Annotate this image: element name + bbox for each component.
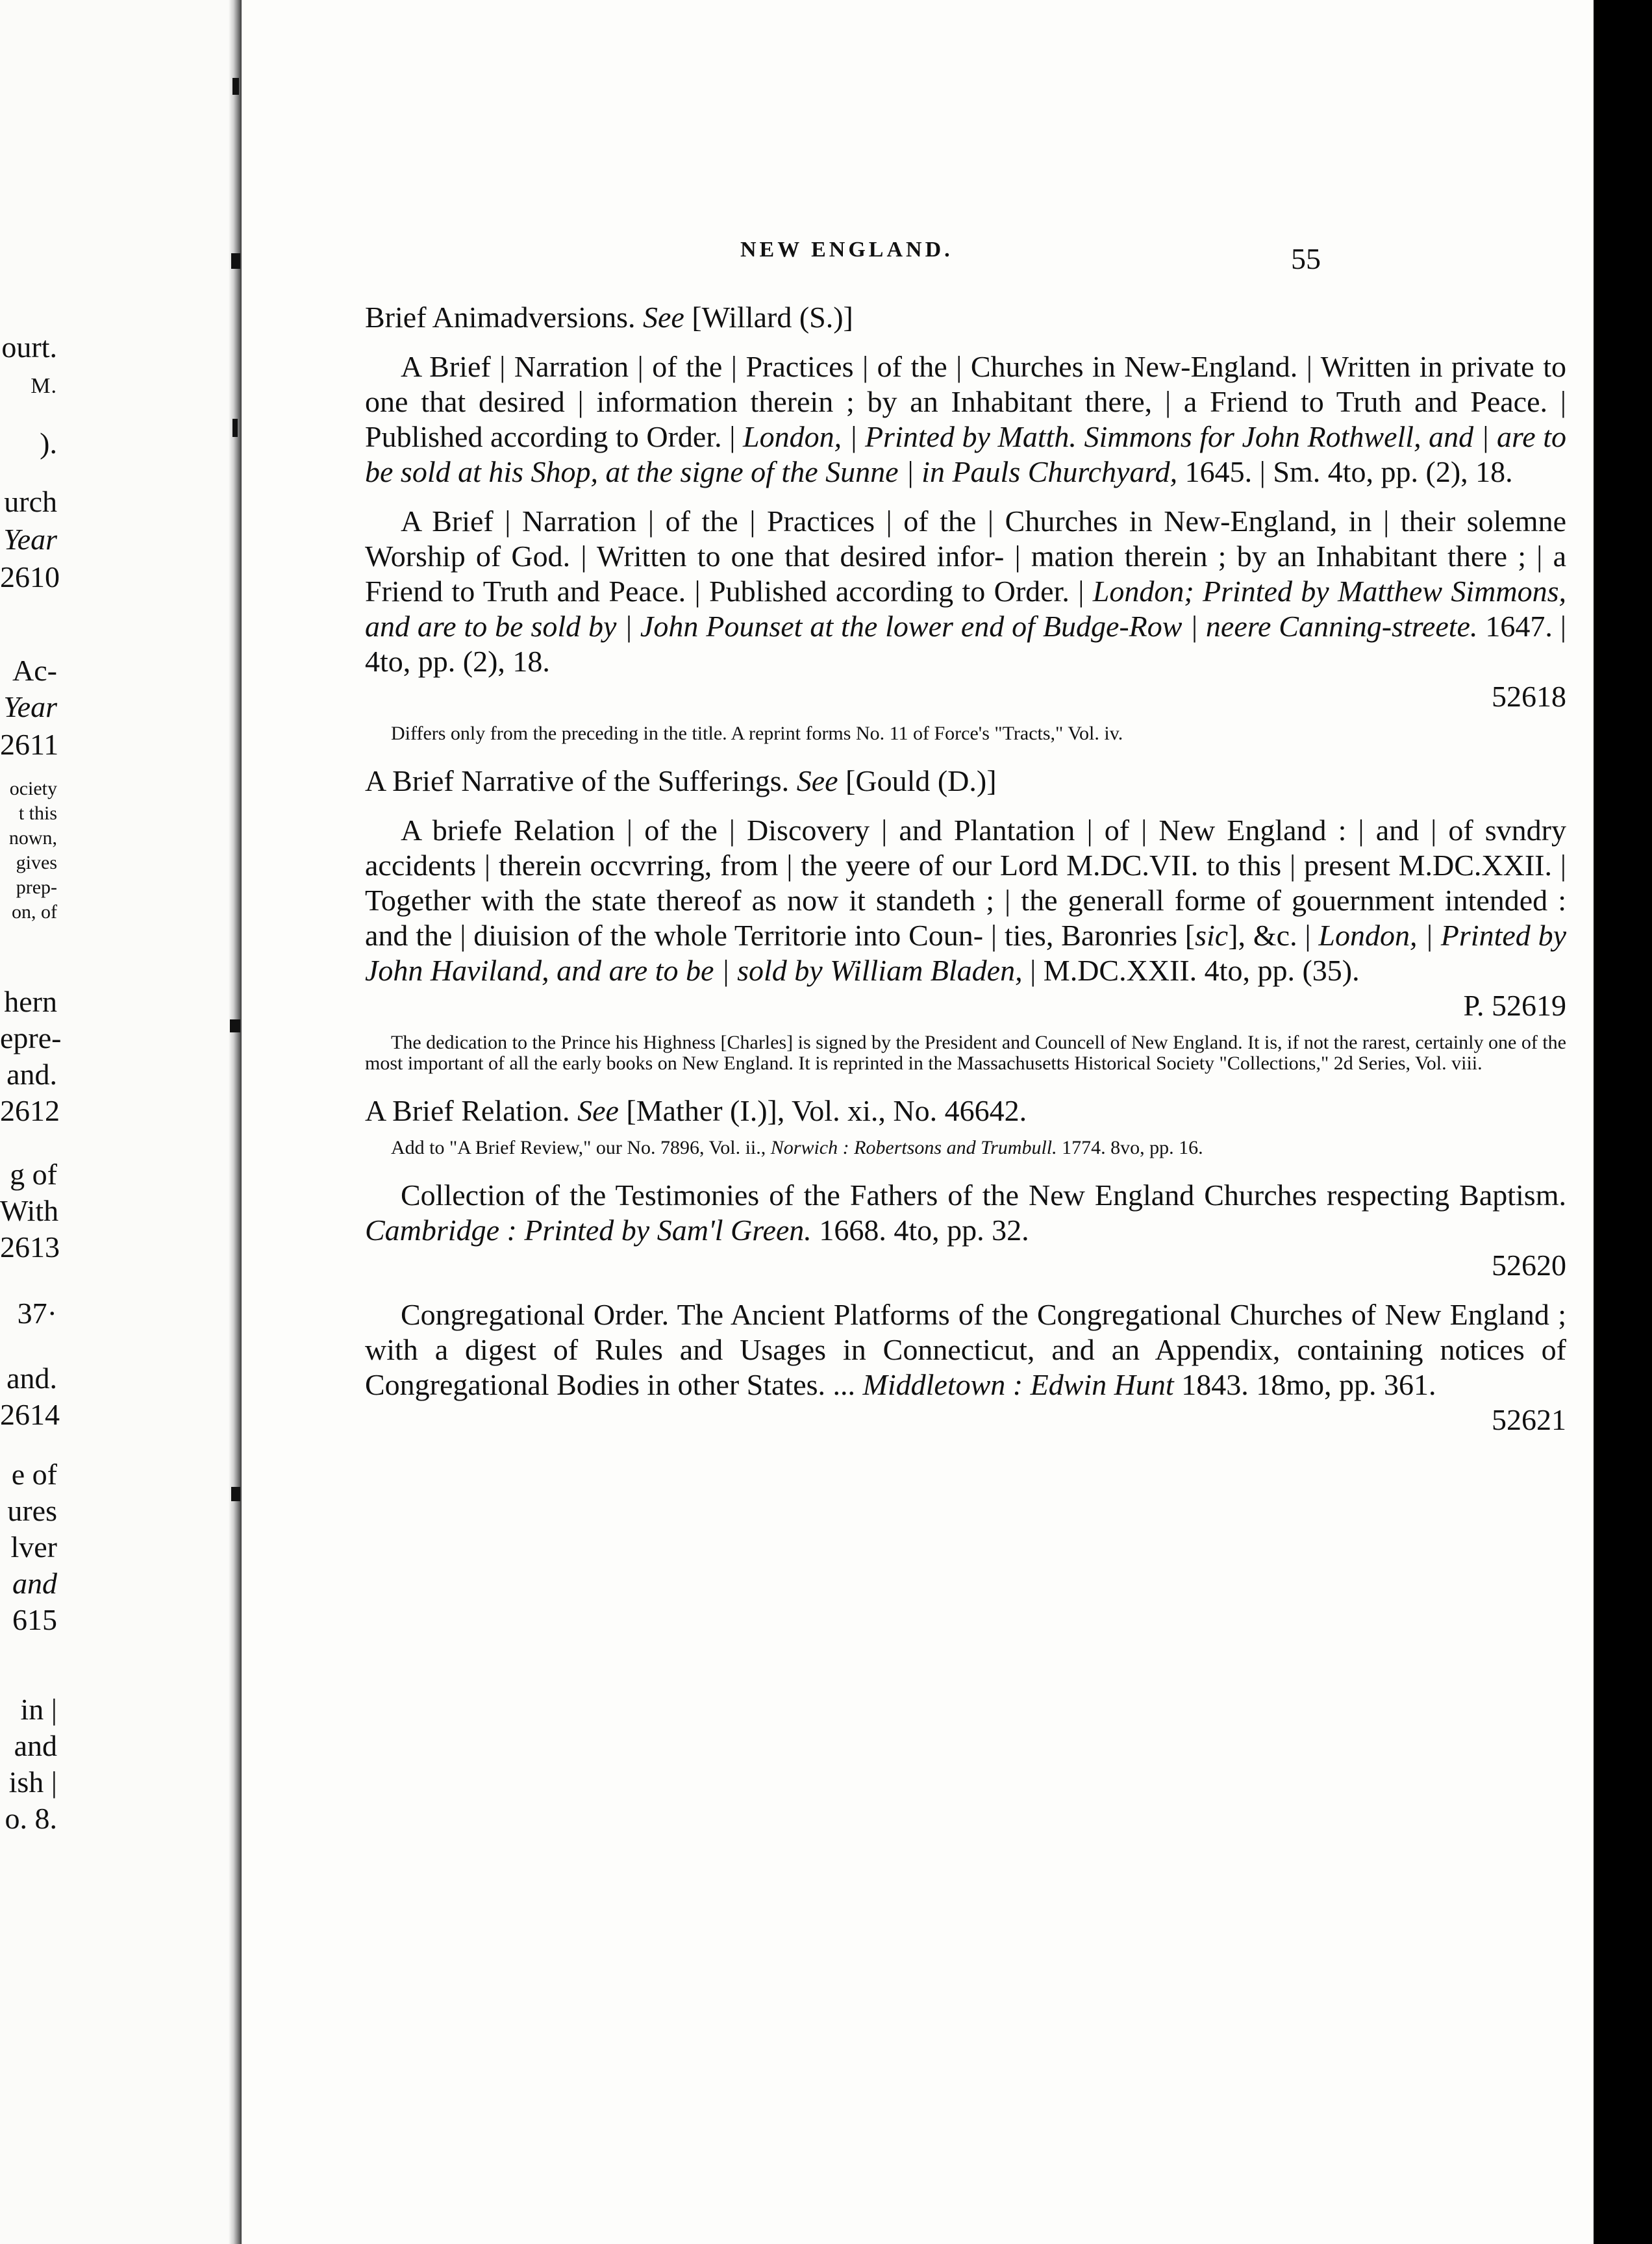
margin-fragment: urch xyxy=(4,485,57,518)
main-page xyxy=(242,0,1594,2244)
entry-congregational-order: Congregational Order. The Ancient Platforms of the Congregational Churches of New England ; with a digest of Rules and Usages in Connecticut, and an Appendix, containing notices of Congregational Bodies in other States. ... Middletown : Edwin Hunt 1843. 18mo, pp. 361. 52621 xyxy=(365,1298,1566,1436)
margin-fragment: and xyxy=(12,1567,57,1600)
entry-brief-animadversions: Brief Animadversions. See [Willard (S.)] xyxy=(365,301,853,334)
entry-collection-testimonies: Collection of the Testimonies of the Fathers of the New England Churches respecting Baptism. Cambridge : Printed by Sam'l Green. 1668. 4to, pp. 32. 52620 xyxy=(365,1178,1566,1282)
book-gutter xyxy=(229,0,243,2244)
spine-mark xyxy=(231,253,240,269)
margin-fragment: e of xyxy=(11,1458,57,1491)
spine-mark xyxy=(230,1019,240,1032)
bibliography-entries xyxy=(365,300,1566,1452)
margin-fragment: epre- xyxy=(0,1021,62,1054)
margin-fragment: o. 8. xyxy=(5,1802,57,1835)
margin-fragment: and xyxy=(14,1729,57,1762)
margin-fragment: on, of xyxy=(12,901,57,923)
margin-fragment: ish | xyxy=(8,1765,57,1799)
margin-fragment: Year xyxy=(3,523,57,556)
entry-brief-narrative-sufferings: A Brief Narrative of the Sufferings. See [Gould (D.)] xyxy=(365,764,997,797)
margin-fragment: hern xyxy=(4,985,57,1018)
margin-fragment: 37· xyxy=(17,1297,57,1330)
margin-fragment: lver xyxy=(10,1530,57,1564)
entry-brief-relation-mather: A Brief Relation. See [Mather (I.)], Vol. xi., No. 46642. xyxy=(365,1094,1027,1127)
entry-number: 52618 xyxy=(1492,680,1566,713)
margin-fragment: 2610 xyxy=(0,560,60,593)
margin-fragment: prep- xyxy=(16,877,57,898)
entry-briefe-relation-1622: A briefe Relation | of the | Discovery | and Plantation | of | New England : | and | of svndry accidents | therein occvrring, from | the yeere of our Lord M.DC.VII. to this | present M.DC.XXII. | Together with the state thereof as now it standeth ; | the generall forme of gouernment intended : and the | diuision of the whole Territorie into Coun- | ties, Baronries [sic], &c. | London, | Printed by John Haviland, and are to be | sold by William Bladen, | M.DC.XXII. 4to, pp. (35). P. 52619 xyxy=(365,814,1566,1022)
entry-number: 52621 xyxy=(1492,1403,1566,1436)
margin-fragment: 2612 xyxy=(0,1094,60,1127)
margin-fragment: ociety xyxy=(9,778,57,799)
margin-fragment: 2611 xyxy=(0,728,59,761)
margin-fragment: Ac- xyxy=(12,654,57,687)
margin-fragment: and. xyxy=(6,1362,57,1395)
margin-fragment: M. xyxy=(31,374,57,398)
margin-fragment: nown, xyxy=(8,827,57,849)
margin-fragment: 2613 xyxy=(0,1230,60,1264)
page-number: 55 xyxy=(1291,242,1321,275)
entry-brief-narration-1645: A Brief | Narration | of the | Practices | of the | Churches in New-England. | Written in private to one that desired | information therein ; by an Inhabitant there, | a Friend to Truth and Peace. | Published according to Order. | London, | Printed by Matth. Simmons for John Rothwell, and | are to be sold at his Shop, at the signe of the Sunne | in Pauls Churchyard, 1645. | Sm. 4to, pp. (2), 18. xyxy=(365,350,1566,488)
margin-fragment: 615 xyxy=(12,1603,57,1636)
margin-fragment: g of xyxy=(10,1158,57,1191)
margin-fragment: 2614 xyxy=(0,1398,60,1431)
margin-fragment: ). xyxy=(40,427,57,460)
entry-note: Add to "A Brief Review," our No. 7896, Vol. ii., Norwich : Robertsons and Trumbull. 1774. 8vo, pp. 16. xyxy=(391,1137,1203,1158)
entry-number: P. 52619 xyxy=(1463,989,1566,1022)
entry-brief-narration-1647: A Brief | Narration | of the | Practices | of the | Churches in New-England, in | their solemne Worship of God. | Written to one that desired infor- | mation therein ; by an Inhabitant there ; | a Friend to Truth and Peace. | Published according to Order. | London; Printed by Matthew Simmons, and are to be sold by | John Pounset at the lower end of Budge-Row | neere Canning-streete. 1647. | 4to, pp. (2), 18. 52618 xyxy=(365,505,1566,713)
margin-fragment: Year xyxy=(3,690,57,723)
margin-fragment: With xyxy=(0,1194,59,1227)
margin-fragment: and. xyxy=(6,1058,57,1091)
margin-fragment: in | xyxy=(20,1693,57,1726)
margin-fragment: ourt. xyxy=(1,330,57,364)
left-facing-page xyxy=(0,0,234,2244)
margin-fragment: t this xyxy=(18,803,57,824)
running-header: NEW ENGLAND. xyxy=(740,238,953,262)
entry-number: 52620 xyxy=(1492,1249,1566,1282)
spine-mark xyxy=(232,78,239,95)
entry-note: Differs only from the preceding in the title. A reprint forms No. 11 of Force's "Tracts," Vol. iv. xyxy=(391,723,1123,744)
margin-fragment: ures xyxy=(7,1494,57,1527)
entry-note: The dedication to the Prince his Highness [Charles] is signed by the President and Councell of New England. It is, if not the rarest, certainly one of the most important of all the early books on New England. It is reprinted in the Massachusetts Historical Society "Collections," 2d Series, Vol. viii. xyxy=(365,1032,1566,1074)
margin-fragment: gives xyxy=(16,852,57,873)
spine-mark xyxy=(231,1487,240,1501)
spine-mark xyxy=(232,419,238,437)
